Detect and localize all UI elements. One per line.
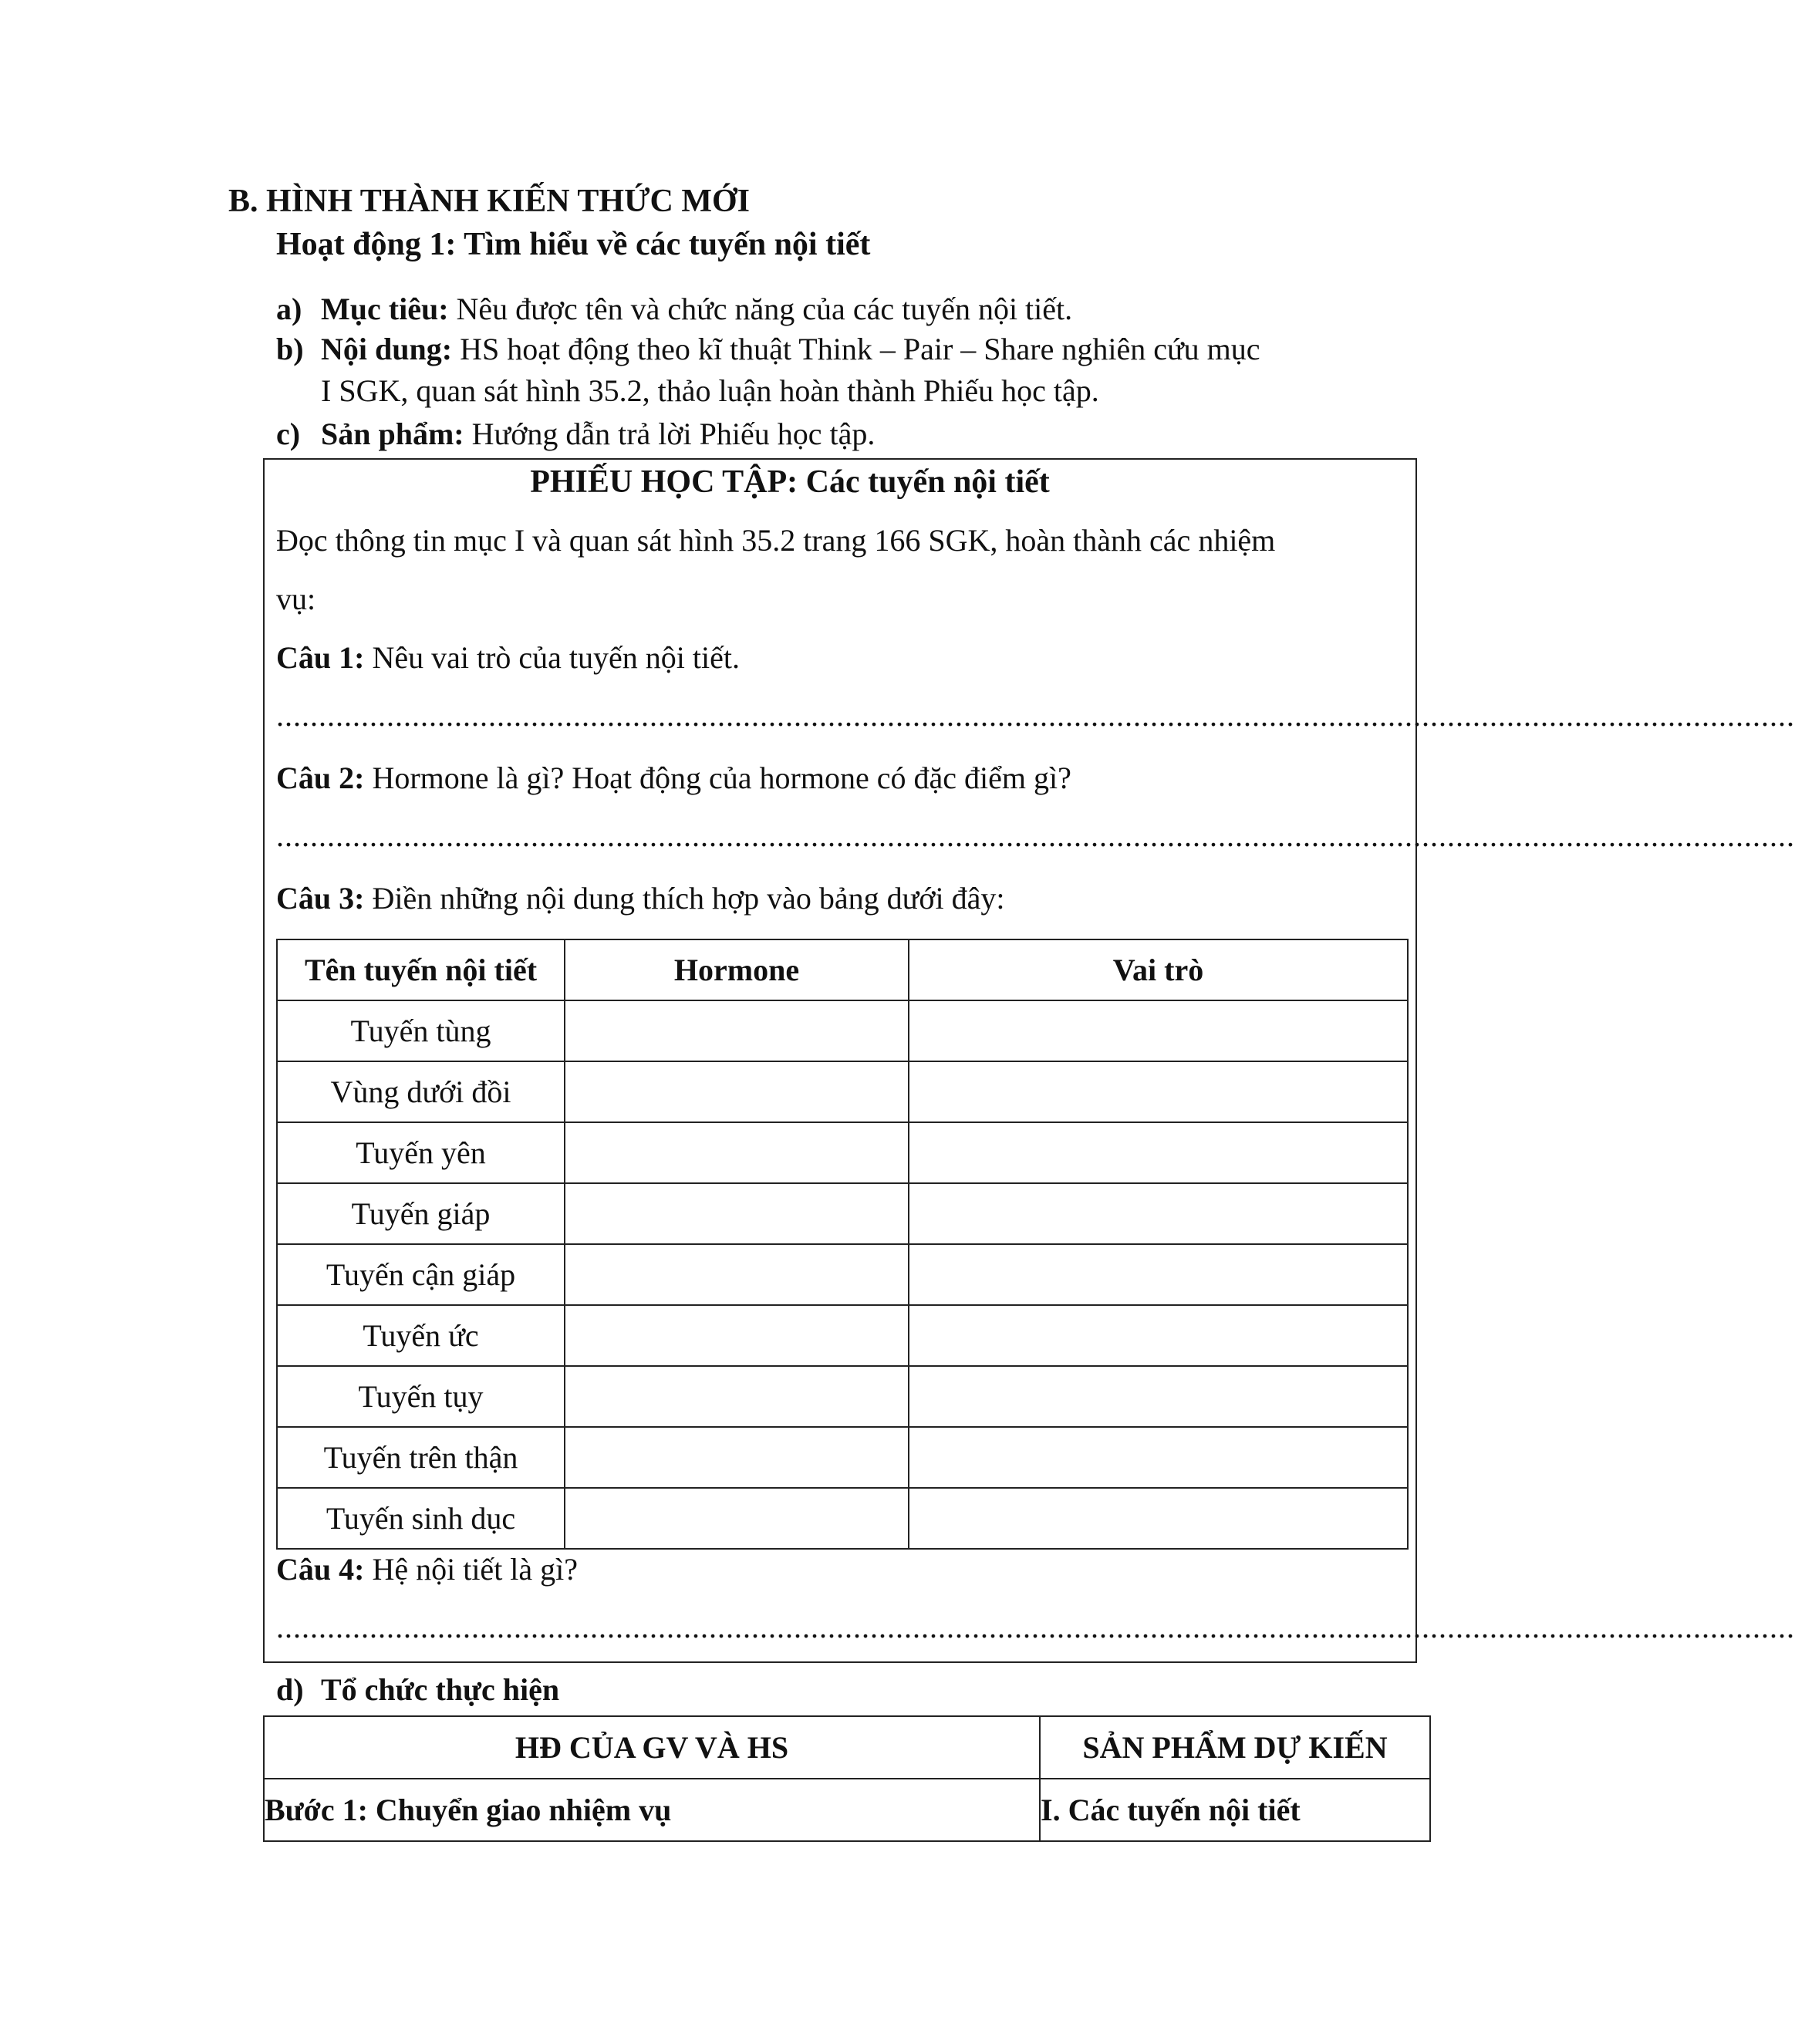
worksheet-title: PHIẾU HỌC TẬP: Các tuyến nội tiết [530,464,1050,500]
table-row [277,1488,1408,1549]
column-header: SẢN PHẨM DỰ KIẾN [1040,1716,1430,1779]
question-label: Câu 2: [276,761,365,795]
table-row [277,1122,1408,1183]
worksheet-intro-cont: vụ: [276,582,316,616]
item-text: Nêu được tên và chức năng của các tuyến nội tiết. [448,292,1073,326]
hormone-cell[interactable] [565,1122,909,1183]
gland-name: Tuyến tùng [277,1000,565,1061]
role-cell[interactable] [909,1305,1408,1366]
table-header-row [277,939,1408,1000]
question-label: Câu 3: [276,881,365,916]
role-cell[interactable] [909,1122,1408,1183]
item-marker: c) [276,417,301,451]
item-label: Tổ chức thực hiện [321,1672,560,1707]
question-text: Hệ nội tiết là gì? [364,1552,579,1587]
gland-name: Tuyến yên [277,1122,565,1183]
product-cell: I. Các tuyến nội tiết [1040,1779,1430,1841]
answer-line: ................................................................................................................................................................................... [276,1610,1795,1644]
gland-name: Tuyến cận giáp [277,1244,565,1305]
table-row [277,1427,1408,1488]
section-title: B. HÌNH THÀNH KIẾN THỨC MỚI [228,184,750,219]
question-4 [276,1550,578,1589]
table-row [277,1061,1408,1122]
table-row [277,1244,1408,1305]
question-label: Câu 4: [276,1552,365,1587]
question-text: Nêu vai trò của tuyến nội tiết. [364,640,740,675]
hormone-cell[interactable] [565,1183,909,1244]
role-cell[interactable] [909,1183,1408,1244]
column-header: HĐ CỦA GV VÀ HS [264,1716,1040,1779]
item-content [276,330,1260,369]
gland-name: Tuyến trên thận [277,1427,565,1488]
hormone-cell[interactable] [565,1000,909,1061]
table-row [277,1366,1408,1427]
hormone-cell[interactable] [565,1427,909,1488]
gland-name: Tuyến tụy [277,1366,565,1427]
role-cell[interactable] [909,1244,1408,1305]
table-row [277,1183,1408,1244]
plan-table [263,1715,1431,1842]
column-header: Hormone [565,939,909,1000]
hormone-cell[interactable] [565,1244,909,1305]
gland-name: Vùng dưới đồi [277,1061,565,1122]
question-text: Hormone là gì? Hoạt động của hormone có đặc điểm gì? [364,761,1071,795]
question-label: Câu 1: [276,640,365,675]
activity-title: Hoạt động 1: Tìm hiểu về các tuyến nội tiết [276,227,871,262]
step-cell: Bước 1: Chuyển giao nhiệm vụ [264,1779,1040,1841]
item-text: HS hoạt động theo kĩ thuật Think – Pair – Share nghiên cứu mục [452,332,1260,366]
item-objective [276,290,1072,329]
item-label: Mục tiêu: [321,292,449,326]
hormone-cell[interactable] [565,1305,909,1366]
role-cell[interactable] [909,1488,1408,1549]
item-text: Hướng dẫn trả lời Phiếu học tập. [464,417,876,451]
hormone-cell[interactable] [565,1061,909,1122]
question-2 [276,759,1071,798]
worksheet-intro: Đọc thông tin mục I và quan sát hình 35.2 trang 166 SGK, hoàn thành các nhiệm [276,523,1276,558]
item-marker: b) [276,332,304,366]
table-header-row [264,1716,1430,1779]
item-label: Nội dung: [321,332,453,366]
column-header: Tên tuyến nội tiết [277,939,565,1000]
glands-table [276,939,1409,1550]
item-product [276,415,875,454]
table-row [264,1779,1430,1841]
item-marker: d) [276,1672,304,1707]
question-3 [276,879,1004,918]
answer-line: ................................................................................................................................................................................... [276,698,1795,733]
gland-name: Tuyến ức [277,1305,565,1366]
table-row [277,1000,1408,1061]
question-1 [276,639,740,677]
item-organization [276,1671,559,1709]
role-cell[interactable] [909,1061,1408,1122]
question-text: Điền những nội dung thích hợp vào bảng dưới đây: [364,881,1005,916]
answer-line: ................................................................................................................................................................................... [276,818,1795,853]
role-cell[interactable] [909,1427,1408,1488]
role-cell[interactable] [909,1366,1408,1427]
hormone-cell[interactable] [565,1366,909,1427]
table-row [277,1305,1408,1366]
item-marker: a) [276,292,302,326]
role-cell[interactable] [909,1000,1408,1061]
hormone-cell[interactable] [565,1488,909,1549]
gland-name: Tuyến giáp [277,1183,565,1244]
gland-name: Tuyến sinh dục [277,1488,565,1549]
item-content-continuation: I SGK, quan sát hình 35.2, thảo luận hoàn thành Phiếu học tập. [321,373,1099,408]
item-label: Sản phẩm: [321,417,464,451]
column-header: Vai trò [909,939,1408,1000]
